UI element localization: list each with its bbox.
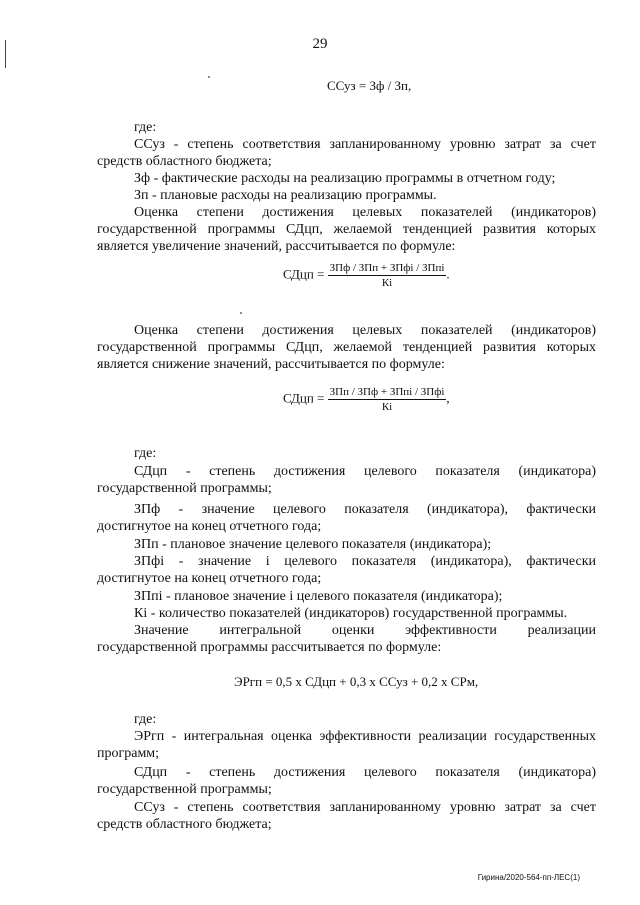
paragraph-increase: Оценка степени достижения целевых показателей (индикаторов) — [134, 205, 596, 220]
formula-ergp: ЭРгп = 0,5 х СДцп + 0,3 х ССуз + 0,2 х СРм, — [234, 674, 479, 689]
where-label: где: — [134, 446, 157, 461]
formula-tail: , — [446, 390, 450, 406]
definition-sdcp: СДцп - степень достижения целевого показателя (индикатора) — [134, 765, 596, 780]
definition-zpfi: ЗПфi - значение i целевого показателя (индикатора), фактически — [134, 554, 596, 569]
paragraph-decrease-end: является снижение значений, рассчитывается по формуле: — [97, 357, 445, 372]
definition-zf: Зф - фактические расходы на реализацию программы в отчетном году; — [134, 171, 556, 186]
definition-zpfi-cont: достигнутое на конец отчетного года; — [97, 571, 322, 586]
definition-zppi: ЗПпi - плановое значение i целевого показателя (индикатора); — [134, 589, 503, 604]
formula-ssuz: ССуз = Зф / Зп, — [327, 78, 412, 93]
definition-ssuz: ССуз - степень соответствия запланированному уровню затрат за счет — [134, 137, 596, 152]
formula-lhs: СДцп = — [283, 390, 325, 406]
fraction-numerator: ЗПф / ЗПп + ЗПфi / ЗПпi — [329, 262, 445, 274]
definition-ergp-cont: программ; — [97, 746, 160, 761]
formula-tail: . — [446, 266, 450, 282]
definition-ki: Кi - количество показателей (индикаторов) государственной программы. — [134, 606, 568, 621]
scan-speck — [208, 76, 210, 78]
definition-ssuz: ССуз - степень соответствия запланированному уровню затрат за счет — [134, 800, 596, 815]
fraction — [328, 386, 450, 413]
where-label: где: — [134, 712, 157, 727]
scan-speck — [240, 312, 242, 314]
formula-sdcp-increase — [283, 262, 450, 289]
paragraph-decrease-cont: государственной программы СДцп, желаемой тенденцией развития которых — [97, 340, 596, 355]
definition-ssuz-cont: средств областного бюджета; — [97, 154, 272, 169]
definition-zpf-cont: достигнутое на конец отчетного года; — [97, 519, 322, 534]
fraction-denominator: Кi — [381, 401, 393, 413]
formula-lhs: СДцп = — [283, 266, 325, 282]
fraction-denominator: Кi — [381, 277, 393, 289]
fraction — [328, 262, 450, 289]
paragraph-increase-cont: государственной программы СДцп, желаемой тенденцией развития которых — [97, 222, 596, 237]
document-footer-code: Гирина/2020-564-пп-ЛЕС(1) — [477, 873, 580, 882]
paragraph-integral-cont: государственной программы рассчитывается по формуле: — [97, 640, 442, 655]
definition-ssuz-cont: средств областного бюджета; — [97, 817, 272, 832]
definition-sdcp-cont: государственной программы; — [97, 481, 272, 496]
definition-sdcp: СДцп - степень достижения целевого показателя (индикатора) — [134, 464, 596, 479]
paragraph-integral: Значение интегральной оценки эффективности реализации — [134, 623, 596, 638]
definition-ergp: ЭРгп - интегральная оценка эффективности реализации государственных — [134, 729, 596, 744]
formula-sdcp-decrease — [283, 386, 450, 413]
where-label: где: — [134, 120, 157, 135]
definition-zpf: ЗПф - значение целевого показателя (индикатора), фактически — [134, 502, 596, 517]
fraction-numerator: ЗПп / ЗПф + ЗПпi / ЗПфi — [329, 386, 445, 398]
paragraph-increase-end: является увеличение значений, рассчитывается по формуле: — [97, 239, 456, 254]
definition-zpp: ЗПп - плановое значение целевого показателя (индикатора); — [134, 537, 492, 552]
paragraph-decrease: Оценка степени достижения целевых показателей (индикаторов) — [134, 323, 596, 338]
page-number: 29 — [312, 36, 328, 52]
definition-zp: Зп - плановые расходы на реализацию программы. — [134, 188, 437, 203]
definition-sdcp-cont: государственной программы; — [97, 782, 272, 797]
